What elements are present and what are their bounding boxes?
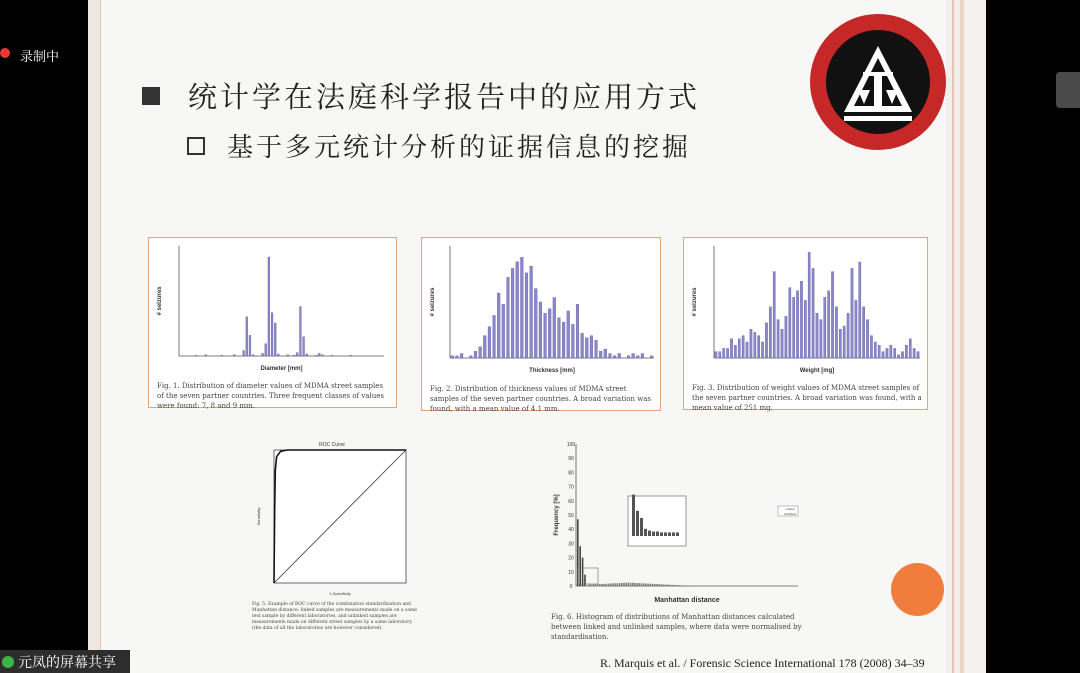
bar xyxy=(667,585,669,586)
figure-3-caption: Fig. 3. Distribution of weight values of MDMA street samples of the seven partner countries. A broad variation was found, with a mean value of 251 mg. xyxy=(692,384,922,412)
bar xyxy=(588,585,590,586)
bar xyxy=(812,268,814,358)
bar xyxy=(886,348,888,358)
bar xyxy=(271,313,273,356)
bar xyxy=(597,584,599,586)
figure-3-chart xyxy=(684,238,927,375)
bar xyxy=(645,584,647,586)
screen-share-icon xyxy=(2,656,14,668)
bar xyxy=(827,291,829,358)
bar xyxy=(628,583,630,586)
bar xyxy=(643,583,645,586)
figure-5-roc-chart xyxy=(248,438,416,600)
bar xyxy=(548,309,551,358)
bar xyxy=(878,345,880,358)
bar xyxy=(576,304,579,358)
bar xyxy=(796,291,798,358)
bar xyxy=(835,307,837,358)
bar xyxy=(647,584,649,586)
bar xyxy=(669,585,671,586)
bar xyxy=(831,272,833,358)
bar xyxy=(595,340,598,358)
citation: R. Marquis et al. / Forensic Science International 178 (2008) 34–39 xyxy=(600,656,925,670)
x-axis-label: Manhattan distance xyxy=(654,597,720,604)
bar xyxy=(676,585,678,586)
bar xyxy=(793,297,795,358)
bar xyxy=(296,353,298,356)
bar xyxy=(785,316,787,358)
y-axis-label: Frequency [%] xyxy=(554,494,560,536)
bar xyxy=(274,323,276,356)
bar xyxy=(627,356,630,358)
bar xyxy=(493,315,496,358)
bar xyxy=(874,342,876,358)
bar xyxy=(618,354,621,358)
bar xyxy=(621,583,623,586)
legend-unlinked: Unlinked xyxy=(784,512,796,516)
slide-right-border xyxy=(946,0,986,673)
x-axis-label: Thickness [mm] xyxy=(529,368,575,374)
y-tick-label: 40 xyxy=(568,527,574,534)
bar xyxy=(808,252,810,358)
bar xyxy=(265,344,267,356)
slide-title-text: 统计学在法庭科学报告中的应用方式 xyxy=(188,80,701,114)
bar xyxy=(590,336,593,358)
bar xyxy=(800,281,802,358)
bar xyxy=(639,583,641,586)
y-tick-label: 50 xyxy=(568,513,574,519)
figure-6-caption: Fig. 6. Histogram of distributions of Manhattan distances calculated between linked and unlinked samples, where data were normalised by standardisation. xyxy=(551,613,802,641)
inset-bar xyxy=(644,529,647,536)
y-axis-label: # seizures xyxy=(430,287,436,317)
bar xyxy=(847,313,849,358)
bar xyxy=(816,313,818,358)
legend-linked: Linked xyxy=(785,507,795,511)
bar xyxy=(603,584,605,586)
slide-subtitle-text: 基于多元统计分析的证据信息的挖掘 xyxy=(227,133,692,163)
bar xyxy=(641,354,644,358)
bar xyxy=(612,583,614,586)
bar xyxy=(820,320,822,358)
bar xyxy=(249,335,251,356)
bar xyxy=(331,355,333,356)
bar xyxy=(497,293,500,358)
bar xyxy=(738,339,740,358)
screen-share-label: 元凤的屏幕共享 xyxy=(18,654,116,671)
bar xyxy=(530,266,533,358)
figure-2-panel xyxy=(421,237,661,411)
slide-subtitle xyxy=(187,127,691,164)
bar xyxy=(579,546,581,586)
bar xyxy=(652,584,654,586)
bar xyxy=(460,354,463,358)
bar xyxy=(658,584,660,586)
bar xyxy=(525,273,528,358)
bar xyxy=(534,289,537,358)
bar xyxy=(617,583,619,586)
bar xyxy=(539,302,542,358)
bar xyxy=(567,311,570,358)
bar xyxy=(632,583,634,586)
bar xyxy=(789,288,791,358)
bar xyxy=(609,354,612,358)
bar xyxy=(859,262,861,358)
inset-bar xyxy=(664,532,667,536)
bar xyxy=(754,332,756,358)
inset-bar xyxy=(632,495,635,536)
bar xyxy=(773,272,775,358)
bar xyxy=(804,300,806,358)
roc-y-label: Sensitivity xyxy=(256,507,261,526)
y-tick-label: 30 xyxy=(568,541,574,548)
bar xyxy=(595,584,597,586)
bar xyxy=(726,348,728,358)
bar xyxy=(680,585,682,586)
title-bullet xyxy=(142,87,160,105)
bar xyxy=(623,583,625,586)
bar xyxy=(824,297,826,358)
bar xyxy=(262,353,264,356)
bar xyxy=(268,257,270,356)
x-axis-label: Weight [mg] xyxy=(799,368,835,374)
bar xyxy=(630,583,632,586)
bar xyxy=(866,320,868,358)
bar xyxy=(544,313,547,358)
bar xyxy=(243,351,245,357)
roc-x-label: 1-Specificity xyxy=(329,591,351,596)
bar xyxy=(636,583,638,586)
bar xyxy=(843,326,845,358)
bar xyxy=(674,585,676,586)
bar xyxy=(683,585,685,586)
bar xyxy=(619,583,621,586)
bar xyxy=(322,355,324,356)
inset-bar xyxy=(676,532,679,536)
bar xyxy=(909,339,911,358)
y-tick-label: 0 xyxy=(569,584,573,590)
bar xyxy=(303,337,305,356)
bar xyxy=(761,342,763,358)
bar xyxy=(734,345,736,358)
bar xyxy=(553,298,556,358)
bar xyxy=(650,584,652,586)
bar xyxy=(599,584,601,586)
bar xyxy=(769,307,771,358)
bar xyxy=(839,329,841,358)
bar xyxy=(483,336,486,358)
bar xyxy=(890,345,892,358)
y-tick-label: 10 xyxy=(568,569,574,576)
bar xyxy=(678,585,680,586)
bar xyxy=(581,333,584,358)
bar xyxy=(765,323,767,358)
bar xyxy=(613,356,616,358)
y-tick-label: 20 xyxy=(568,555,574,562)
bar xyxy=(287,355,289,356)
bar xyxy=(252,355,254,356)
bar xyxy=(661,584,663,586)
bar xyxy=(592,584,594,586)
bar xyxy=(558,318,561,358)
bar xyxy=(715,352,717,358)
bar xyxy=(315,355,317,356)
inset-bar xyxy=(668,532,671,536)
orange-circle-decoration xyxy=(891,563,944,616)
bar xyxy=(634,583,636,586)
bar xyxy=(913,348,915,358)
figure-2-chart xyxy=(422,238,660,376)
bar xyxy=(608,584,610,586)
bar xyxy=(205,355,207,356)
inset-bar xyxy=(652,532,655,537)
bar xyxy=(571,324,574,358)
figure-1-panel xyxy=(148,237,397,408)
bar xyxy=(562,322,565,358)
y-tick-label: 80 xyxy=(568,470,574,477)
y-tick-label: 100 xyxy=(566,442,576,448)
bar xyxy=(870,336,872,358)
figure-1-chart xyxy=(149,238,396,373)
y-tick-label: 60 xyxy=(568,498,574,505)
inset-bar xyxy=(640,518,643,536)
bar xyxy=(451,356,454,358)
side-panel-tab[interactable] xyxy=(1056,72,1080,108)
bar xyxy=(851,268,853,358)
bar xyxy=(625,583,627,586)
recording-label: 录制中 xyxy=(20,50,60,65)
screen-share-indicator[interactable] xyxy=(0,650,130,673)
inset-bar xyxy=(660,532,663,536)
y-tick-label: 90 xyxy=(568,456,574,463)
bar xyxy=(632,354,635,358)
bar xyxy=(882,352,884,358)
bar xyxy=(474,351,477,358)
bar xyxy=(582,558,584,586)
bar xyxy=(730,339,732,358)
bar xyxy=(719,352,721,358)
roc-title: ROC Curve xyxy=(319,442,345,448)
bar xyxy=(233,355,235,356)
bar xyxy=(742,336,744,358)
inset-bar xyxy=(656,532,659,537)
bar xyxy=(781,329,783,358)
x-axis-label: Diameter [mm] xyxy=(260,366,303,372)
inset-bar xyxy=(672,532,675,536)
figure-3-panel xyxy=(683,237,928,410)
recording-icon xyxy=(0,48,10,58)
bar xyxy=(350,355,352,356)
bar xyxy=(246,317,248,356)
figure-2-caption: Fig. 2. Distribution of thickness values of MDMA street samples of the seven partner countries. A broad variation was found, with a mean value of 4.1 mm. xyxy=(430,385,651,413)
bar xyxy=(614,583,616,586)
bar xyxy=(511,268,514,358)
bar xyxy=(610,584,612,586)
bar xyxy=(901,352,903,358)
bar xyxy=(656,584,658,586)
bar xyxy=(606,584,608,586)
bar xyxy=(654,584,656,586)
bar xyxy=(299,307,301,357)
y-axis-label: # seizures xyxy=(157,286,163,316)
bar xyxy=(750,329,752,358)
bar xyxy=(746,342,748,358)
bar xyxy=(601,584,603,586)
bar xyxy=(723,348,725,358)
bar xyxy=(590,585,592,586)
bar xyxy=(663,584,665,586)
bar xyxy=(650,356,653,358)
y-axis-label: # seizures xyxy=(692,287,698,317)
bar xyxy=(293,355,295,356)
slide-title xyxy=(142,75,700,116)
bar xyxy=(641,583,643,586)
figure-5-caption: Fig. 5. Example of ROC curve of the combination standardisation and Manhattan distance: linked samples are measurements made on a same test sample by different laboratories, and unlinked samples are measurements made on different street samples by a same laboratory (the data of all the laboratories are however considered). xyxy=(252,602,417,631)
bar xyxy=(672,585,674,586)
bar xyxy=(917,352,919,358)
bar xyxy=(516,262,519,358)
inset-bar xyxy=(636,511,639,536)
bar xyxy=(520,257,523,358)
bar xyxy=(636,356,639,358)
bar xyxy=(862,307,864,358)
subtitle-bullet xyxy=(187,137,205,155)
bar xyxy=(479,347,482,358)
bar xyxy=(777,320,779,358)
institute-logo xyxy=(808,12,948,152)
bar xyxy=(456,356,459,358)
bar xyxy=(758,336,760,358)
bar xyxy=(277,354,279,356)
bar xyxy=(905,345,907,358)
bar xyxy=(585,338,588,358)
bar xyxy=(221,355,223,356)
figure-1-caption: Fig. 1. Distribution of diameter values of MDMA street samples of the seven partner countries. Three frequent classes of values were found: 7, 8 and 9 mm. xyxy=(157,382,384,410)
bar xyxy=(855,300,857,358)
bar xyxy=(897,355,899,358)
y-tick-label: 70 xyxy=(568,484,574,491)
bar xyxy=(318,353,320,356)
bar xyxy=(604,349,607,358)
bar xyxy=(894,348,896,358)
bar xyxy=(469,356,472,358)
bar xyxy=(488,327,491,358)
bar xyxy=(665,585,667,586)
bar xyxy=(599,351,602,358)
figure-6-chart xyxy=(548,436,808,608)
slide-left-border xyxy=(88,0,101,673)
bar xyxy=(195,355,197,356)
bar xyxy=(507,277,510,358)
inset-bar xyxy=(648,531,651,536)
bar xyxy=(306,354,308,356)
bar xyxy=(502,304,505,358)
